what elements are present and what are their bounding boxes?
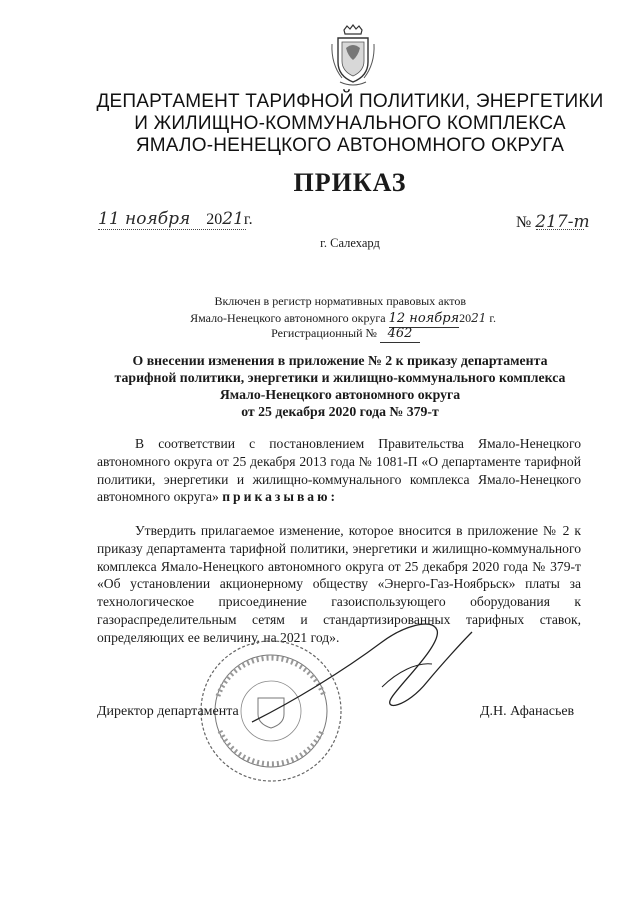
subject-line-2: тарифной политики, энергетики и жилищно-коммунального комплекса [114, 370, 566, 385]
registry-number-label: Регистрационный № [271, 326, 377, 340]
registry-line-3 [150, 325, 420, 343]
registry-line-2-suffix: г. [489, 311, 496, 325]
registry-year: 21 [471, 311, 487, 325]
registry-year-prefix: 20 [459, 311, 472, 325]
registry-line-1: Включен в регистр нормативных правовых актов [214, 294, 466, 308]
signer-position: Директор департамента [97, 704, 239, 719]
handwritten-year: 21 [222, 209, 244, 229]
date-year-suffix: г. [243, 211, 253, 228]
order-paragraph: Утвердить прилагаемое изменение, которое вносится в приложение № 2 к приказу департамента тарифной политики, энергетики и жилищно-коммунального комплекса Ямало-Ненецкого автономного округа от 25 декабря 2020 года № 379-т «Об установлении акционерному обществу «Энерго-Газ-Ноябрьск» платы за технологическое присоединение газоиспользующего оборудования к газораспределительным сетям и стандартизированных тарифных ставок, определяющих ее величину, на 2021 год». [97, 523, 581, 645]
signer-name: Д.Н. Афанасьев [480, 704, 575, 719]
registry-line-2-prefix: Ямало-Ненецкого автономного округа [190, 311, 386, 325]
handwritten-number: 217-т [535, 212, 590, 232]
department-header-line-2: И ЖИЛИЩНО-КОММУНАЛЬНОГО КОМПЛЕКСА [134, 113, 566, 134]
registry-handwritten-number: 462 [380, 326, 420, 343]
number-underline [536, 229, 584, 230]
coat-of-arms-emblem [330, 24, 376, 88]
handwritten-date: 11 ноября [98, 209, 191, 229]
registry-handwritten-date: 12 ноября [388, 311, 460, 326]
preamble-paragraph [97, 435, 581, 506]
order-date [98, 209, 253, 229]
document-title: ПРИКАЗ [293, 168, 407, 197]
number-label: № [516, 214, 532, 231]
date-underline [98, 229, 246, 230]
subject-line-3: Ямало-Ненецкого автономного округа [219, 387, 461, 402]
handwritten-signature [232, 612, 492, 742]
order-keyword: приказываю: [222, 489, 338, 505]
date-year-prefix: 20 [206, 211, 223, 228]
city-label: г. Салехард [320, 236, 380, 250]
subject-line-4: от 25 декабря 2020 года № 379-т [241, 404, 439, 419]
subject-line-1: О внесении изменения в приложение № 2 к приказу департамента [132, 353, 548, 368]
department-header-line-1: ДЕПАРТАМЕНТ ТАРИФНОЙ ПОЛИТИКИ, ЭНЕРГЕТИКИ [96, 91, 604, 112]
department-header-line-3: ЯМАЛО-НЕНЕЦКОГО АВТОНОМНОГО ОКРУГА [135, 135, 565, 156]
preamble-text: В соответствии с постановлением Правительства Ямало-Ненецкого автономного округа от 25 декабря 2013 года № 1081-П «О департаменте тарифной политики, энергетики и жилищно-коммунального комплекса Ямало-Ненецкого автономного округа» [97, 436, 581, 505]
